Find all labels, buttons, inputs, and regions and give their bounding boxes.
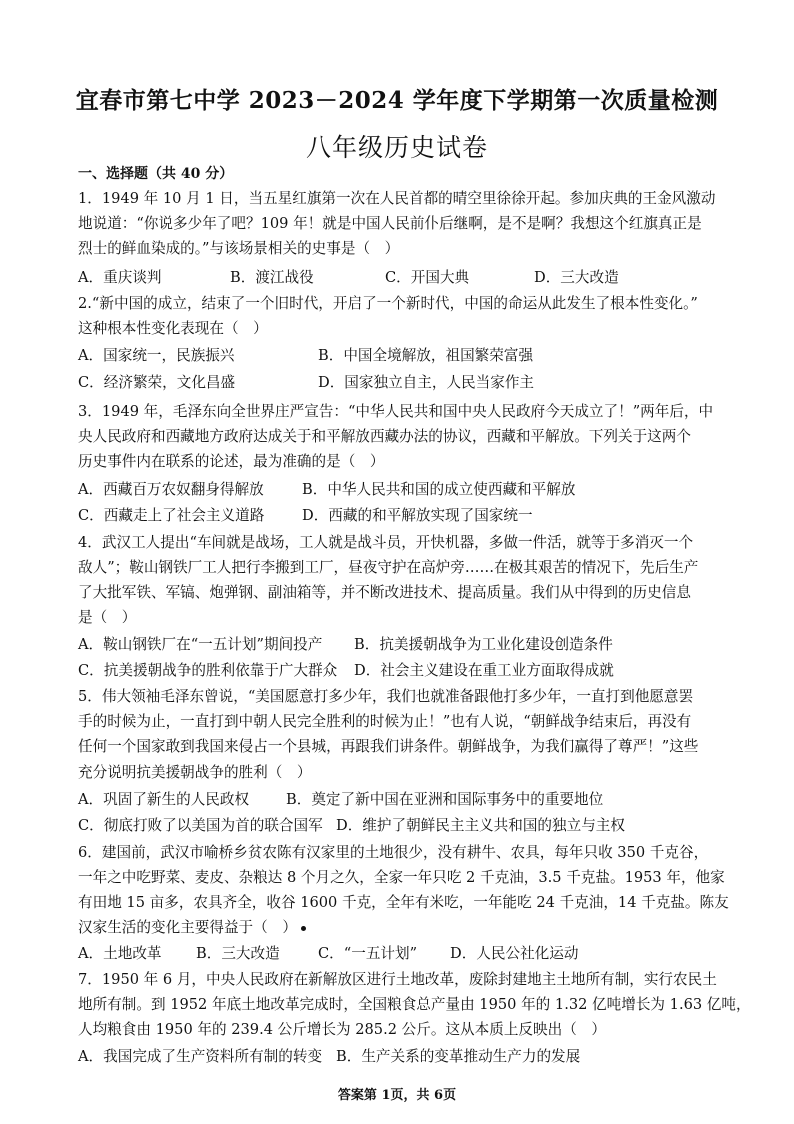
question-text-line: 了大批军铁、军镐、炮弹钢、副油箱等，并不断改进技术、提高质量。我们从中得到的历史信息 [78, 584, 691, 601]
option-a: A．重庆谈判 [78, 269, 162, 286]
option-a: A．鞍山钢铁厂在“一五计划”期间投产 [78, 636, 323, 653]
option-d: D．维护了朝鲜民主主义共和国的独立与主权 [336, 817, 625, 834]
option-c: C．抗美援朝战争的胜利依靠于广大群众 [78, 662, 338, 679]
option-d: D．国家独立自主，人民当家作主 [318, 374, 535, 391]
question-text-line: 烈士的鲜血染成的。”与该场景相关的史事是（ ） [78, 240, 400, 257]
option-d: D．三大改造 [534, 269, 619, 286]
question-text-line: 地所有制。到 1952 年底土地改革完成时，全国粮食总产量由 1950 年的 1.32 亿吨增长为 1.63 亿吨， [78, 996, 751, 1013]
question-text-line: 敌人”；鞍山钢铁厂工人把行李搬到工厂，昼夜守护在高炉旁……在极其艰苦的情况下，先后生产 [78, 559, 699, 576]
question-text-line: 5．伟大领袖毛泽东曾说，“美国愿意打多少年，我们也就准备跟他打多少年，一直打到他愿意罢 [78, 688, 694, 705]
ink-dot-mark [301, 926, 306, 931]
question-text-line: 央人民政府和西藏地方政府达成关于和平解放西藏办法的协议，西藏和平解放。下列关于这两个 [78, 428, 691, 445]
question-text-line: 2.“新中国的成立，结束了一个旧时代，开启了一个新时代，中国的命运从此发生了根本性变化。” [78, 295, 698, 312]
page-footer: 答案第 1页，共 6页 [337, 1088, 457, 1103]
question-text-line: 4．武汉工人提出“车间就是战场，工人就是战斗员，开快机器，多做一件活，就等于多消灭一个 [78, 534, 694, 551]
question-text-line: 人均粮食由 1950 年的 239.4 公斤增长为 285.2 公斤。这从本质上反映出（ ） [78, 1021, 606, 1038]
option-b: B．渡江战役 [230, 269, 314, 286]
option-c: C．西藏走上了社会主义道路 [78, 507, 265, 524]
option-d: D．人民公社化运动 [450, 945, 579, 962]
option-d: D．社会主义建设在重工业方面取得成就 [354, 662, 614, 679]
option-b: B．生产关系的变革推动生产力的发展 [336, 1048, 581, 1065]
option-a: A．土地改革 [78, 945, 162, 962]
option-c: C．“一五计划” [318, 945, 418, 962]
option-a: A．国家统一，民族振兴 [78, 347, 235, 364]
question-text-line: 历史事件内在联系的论述，最为准确的是（ ） [78, 453, 385, 470]
question-text-line: 任何一个国家敢到我国来侵占一个县城，再跟我们讲条件。朝鲜战争，为我们赢得了尊严！”这些 [78, 738, 699, 755]
question-text-line: 3．1949 年，毛泽东向全世界庄严宣告：“中华人民共和国中央人民政府今天成立了！”两年后，中 [78, 403, 714, 420]
option-a: A．西藏百万农奴翻身得解放 [78, 481, 264, 498]
option-b: B．中国全境解放，祖国繁荣富强 [318, 347, 534, 364]
question-text-line: 这种根本性变化表现在（ ） [78, 320, 268, 337]
question-text-line: 有田地 15 亩多，农具齐全，收谷 1600 千克，全年有米吃，一年能吃 24 千克油，14 千克盐。陈友 [78, 894, 729, 911]
question-text-line: 一年之中吃野菜、麦皮、杂粮达 8 个月之久，全家一年只吃 2 千克油，3.5 千克盐。1953 年，他家 [78, 869, 725, 886]
question-text-line: 充分说明抗美援朝战争的胜利（ ） [78, 764, 312, 781]
section-title: 一、选择题（共 40 分） [78, 166, 234, 182]
option-c: C．开国大典 [385, 269, 470, 286]
option-b: B．奠定了新中国在亚洲和国际事务中的重要地位 [286, 791, 604, 808]
option-b: B．中华人民共和国的成立使西藏和平解放 [302, 481, 576, 498]
option-b: B．三大改造 [196, 945, 280, 962]
option-b: B．抗美援朝战争为工业化建设创造条件 [354, 636, 613, 653]
option-a: A．我国完成了生产资料所有制的转变 [78, 1048, 323, 1065]
question-text-line: 6．建国前，武汉市喻桥乡贫农陈有汉家里的土地很少，没有耕牛、农具，每年只收 350 千克谷， [78, 844, 709, 861]
exam-subtitle: 八年级历史试卷 [305, 133, 488, 162]
question-text-line: 手的时候为止，一直打到中朝人民完全胜利的时候为止！”也有人说，“朝鲜战争结束后，再没有 [78, 713, 692, 730]
question-text-line: 7．1950 年 6 月，中央人民政府在新解放区进行土地改革，废除封建地主土地所有制，实行农民土 [78, 971, 717, 988]
question-text-line: 1．1949 年 10 月 1 日，当五星红旗第一次在人民首都的晴空里徐徐开起。参加庆典的王金风激动 [78, 190, 716, 207]
question-text-line: 是（ ） [78, 609, 137, 626]
question-text-line [78, 918, 306, 938]
option-c: C．经济繁荣，文化昌盛 [78, 374, 236, 391]
question-text-line: 地说道：“你说多少年了吧？109 年！就是中国人民前仆后继啊，是不是啊？我想这个红旗真正是 [78, 215, 702, 232]
option-c: C．彻底打败了以美国为首的联合国军 [78, 817, 323, 834]
exam-title: 宜春市第七中学 2023－2024 学年度下学期第一次质量检测 [75, 87, 719, 114]
option-d: D．西藏的和平解放实现了国家统一 [302, 507, 533, 524]
question-text-fragment: 汉家生活的变化主要得益于（ ） [78, 919, 297, 936]
option-a: A．巩固了新生的人民政权 [78, 791, 250, 808]
